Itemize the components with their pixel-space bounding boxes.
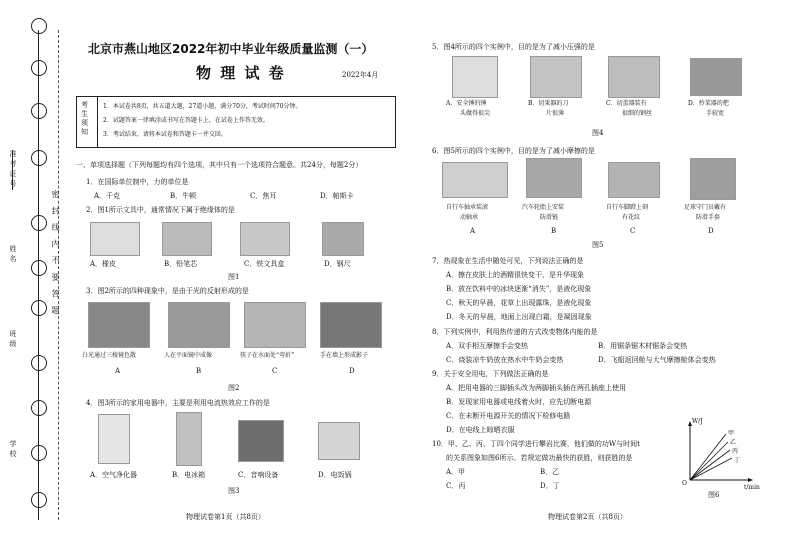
page-footer: 物理试卷第2页（共8页）: [548, 513, 627, 521]
question-8: 8．下列实例中，利用热传递的方式改变物体内能的是: [432, 328, 598, 336]
q8-option-d: D．飞船返回舱与大气摩擦舱体会变热: [598, 356, 716, 364]
q1-option-d: D．帕斯卡: [320, 192, 354, 200]
graph-line-label: 丁: [734, 457, 741, 464]
school-label: 学校: [9, 440, 17, 460]
speaker-image: [238, 420, 284, 462]
page-footer: 物理试卷第1页（共8页）: [186, 513, 265, 521]
q6-letter-a: A: [470, 227, 476, 235]
q6-caption-c-1: 自行车脚蹬上刻: [606, 204, 649, 211]
notice-item: 2．试题答案一律填涂或书写在答题卡上，在试卷上作答无效。: [103, 117, 269, 124]
safety-hammer-image: [452, 56, 498, 98]
question-1: 1．在国际单位制中，力的单位是: [86, 178, 189, 186]
figure-label: 图2: [228, 384, 240, 392]
q5-caption-b-1: B．切果器的刀: [528, 100, 569, 107]
q2-caption-a: A．橡皮: [90, 260, 117, 268]
seal-instruction: 密 封 线 内 不 要 答 题: [51, 190, 60, 317]
graph-origin: O: [682, 480, 687, 487]
bicycle-bearing-image: [442, 162, 508, 198]
q2-caption-c: C．铁文具盒: [244, 260, 285, 268]
binding-hole: [31, 103, 47, 119]
line-ding: [690, 458, 732, 480]
binding-hole: [31, 260, 47, 276]
question-6: 6．图5所示的四个实例中，目的是为了减小摩擦的是: [432, 147, 595, 155]
q7-option-d: D．冬天的早晨，地面上出现白霜，是凝固现象: [446, 313, 592, 321]
binding-hole: [31, 150, 47, 166]
q10-option-a: A．甲: [446, 468, 466, 476]
binding-hole: [31, 445, 47, 461]
goalkeeper-glove-image: [690, 158, 736, 200]
notice-item: 1．本试卷共8页，共五道大题，27道小题，满分70分，考试时间70分钟。: [103, 103, 302, 110]
q6-letter-d: D: [708, 227, 714, 235]
q8-option-a: A．双手相互摩擦手会变热: [446, 342, 529, 350]
q6-caption-a-1: 自行车轴承装滚: [446, 204, 489, 211]
q9-option-c: C．在未断开电源开关的情况下检修电路: [446, 412, 571, 420]
q6-letter-c: C: [630, 227, 636, 235]
q3-letter-d: D: [349, 367, 355, 375]
q5-caption-c-1: C．切蛋器装有: [606, 100, 647, 107]
q5-caption-c-2: 很细的钢丝: [622, 110, 653, 117]
figure-label: 图1: [228, 273, 240, 281]
binding-hole: [31, 60, 47, 76]
steel-ruler-image: [322, 222, 364, 256]
q6-caption-c-2: 有花纹: [622, 214, 641, 221]
q6-letter-b: B: [551, 227, 557, 235]
q4-caption-b: B．电冰箱: [172, 471, 206, 479]
mirror-image: [168, 302, 230, 348]
q9-option-a: A．把用电器的三脚插头改为两脚插头插在两孔插座上使用: [446, 384, 627, 392]
air-purifier-image: [98, 414, 130, 464]
class-label: 班级: [9, 330, 17, 350]
binding-hole: [31, 300, 47, 316]
question-2: 2．图1所示文具中，通常情况下属于绝缘体的是: [86, 206, 235, 214]
snow-chain-tire-image: [526, 158, 582, 198]
egg-slicer-image: [608, 56, 660, 98]
q6-caption-d-2: 防滑手套: [696, 214, 721, 221]
binding-hole: [31, 355, 47, 371]
binding-hole: [31, 215, 47, 231]
subject-title: 物 理 试 卷: [196, 64, 286, 82]
exam-date: 2022年4月: [342, 71, 379, 79]
q5-caption-a-2: 头做得很尖: [460, 110, 491, 117]
q7-option-a: A．擦在皮肤上的酒精很快变干，是升华现象: [446, 271, 585, 279]
q1-option-c: C．焦耳: [250, 192, 277, 200]
name-label: 姓名: [9, 245, 17, 265]
exam-number-label: 准考证号: [9, 150, 17, 190]
q5-caption-d-1: D．拎菜器的把: [688, 100, 729, 107]
q10-option-b: B．乙: [540, 468, 560, 476]
q5-caption-b-2: 片很薄: [546, 110, 565, 117]
notice-box: [76, 96, 396, 148]
graph-line-label: 乙: [730, 439, 737, 446]
q7-option-c: C．秋天的早晨，花草上出现露珠，是液化现象: [446, 299, 592, 307]
q1-option-b: B．牛顿: [170, 192, 197, 200]
eraser-image: [90, 222, 140, 256]
q3-letter-a: A: [115, 367, 121, 375]
q10-option-d: D．丁: [540, 482, 560, 490]
q10-option-c: C．丙: [446, 482, 466, 490]
graph-xlabel: t/min: [744, 484, 760, 491]
q4-caption-d: D．电饭锅: [318, 471, 352, 479]
q7-option-b: B．放在饮料中的冰块逐渐“消失”，是液化现象: [446, 285, 592, 293]
notice-label: 考生须知: [81, 101, 88, 136]
q1-option-a: A．千克: [94, 192, 121, 200]
q3-caption-b: 人在平面镜中成像: [164, 352, 213, 359]
figure-label: 图5: [592, 241, 604, 249]
question-3: 3．图2所示的四种现象中，是由于光的反射形成的是: [86, 287, 249, 295]
line-yi: [690, 442, 728, 480]
rice-cooker-image: [318, 422, 360, 460]
q6-caption-b-1: 汽车轮胎上安装: [522, 204, 565, 211]
binding-line: [38, 30, 39, 520]
q3-letter-c: C: [272, 367, 278, 375]
refrigerator-image: [176, 412, 202, 466]
fruit-cutter-image: [530, 56, 582, 98]
graph-ylabel: W/J: [692, 418, 703, 425]
q6-caption-d-1: 足球守门员戴有: [684, 204, 727, 211]
q6-caption-a-2: 动轴承: [460, 214, 479, 221]
binding-hole: [31, 18, 47, 34]
question-4: 4．图3所示的家用电器中，主要是利用电流热效应工作的是: [86, 399, 270, 407]
graph-line-label: 甲: [728, 430, 735, 437]
bag-handle-image: [690, 58, 742, 96]
shadow-image: [320, 302, 382, 348]
q5-caption-d-2: 手较宽: [706, 110, 725, 117]
figure-label: 图3: [228, 487, 240, 495]
bike-pedal-image: [608, 162, 660, 198]
binding-hole: [31, 492, 47, 508]
q4-caption-c: C．音响设备: [238, 471, 279, 479]
question-9: 9．关于安全用电，下列做法正确的是: [432, 370, 549, 378]
q5-caption-a-1: A．安全锤的锤: [446, 100, 487, 107]
pencil-lead-image: [162, 222, 212, 256]
figure-label: 图6: [708, 491, 720, 499]
pencil-box-image: [240, 222, 290, 256]
question-7: 7．热现象在生活中随处可见，下列说法正确的是: [432, 257, 584, 265]
section-heading: 一、单项选择题（下列每题均有四个选项，其中只有一个选项符合题意。共24分，每题2分）: [76, 161, 363, 169]
notice-item: 3．考试结束，请将本试卷和答题卡一并交回。: [103, 131, 227, 138]
q3-caption-c: 筷子在水面处“弯折”: [240, 352, 295, 359]
figure-label: 图4: [592, 129, 604, 137]
question-10-line-1: 10．甲、乙、丙、丁四个同学进行攀岩比赛，他们做的功W与时间t: [432, 440, 640, 448]
chopsticks-image: [244, 302, 306, 348]
q4-caption-a: A．空气净化器: [90, 471, 138, 479]
q8-option-c: C．烧装凉牛奶放在热水中牛奶会变热: [446, 356, 564, 364]
question-10-line-2: 的关系图象如图6所示。若规定做功最快的获胜，则获胜的是: [446, 454, 633, 462]
binding-hole: [31, 400, 47, 416]
exam-number-blank: [12, 150, 13, 190]
q2-caption-b: B．铅笔芯: [164, 260, 198, 268]
q6-caption-b-2: 防滑链: [540, 214, 559, 221]
prism-image: [88, 302, 150, 348]
q3-letter-b: B: [196, 367, 202, 375]
graph-line-label: 丙: [732, 448, 739, 455]
q8-option-b: B．用锯条锯木材锯条会变热: [598, 342, 688, 350]
q3-caption-a: 白光通过三棱镜色散: [82, 352, 137, 359]
q9-option-d: D．在电线上晾晒衣服: [446, 426, 515, 434]
q2-caption-d: D．钢尺: [324, 260, 351, 268]
q3-caption-d: 手在墙上形成影子: [320, 352, 369, 359]
exam-title: 北京市燕山地区2022年初中毕业年级质量监测（一）: [88, 42, 374, 56]
question-5: 5．图4所示的四个实例中，目的是为了减小压强的是: [432, 43, 595, 51]
q9-option-b: B．发现家用电器或电线着火时，应先切断电源: [446, 398, 592, 406]
